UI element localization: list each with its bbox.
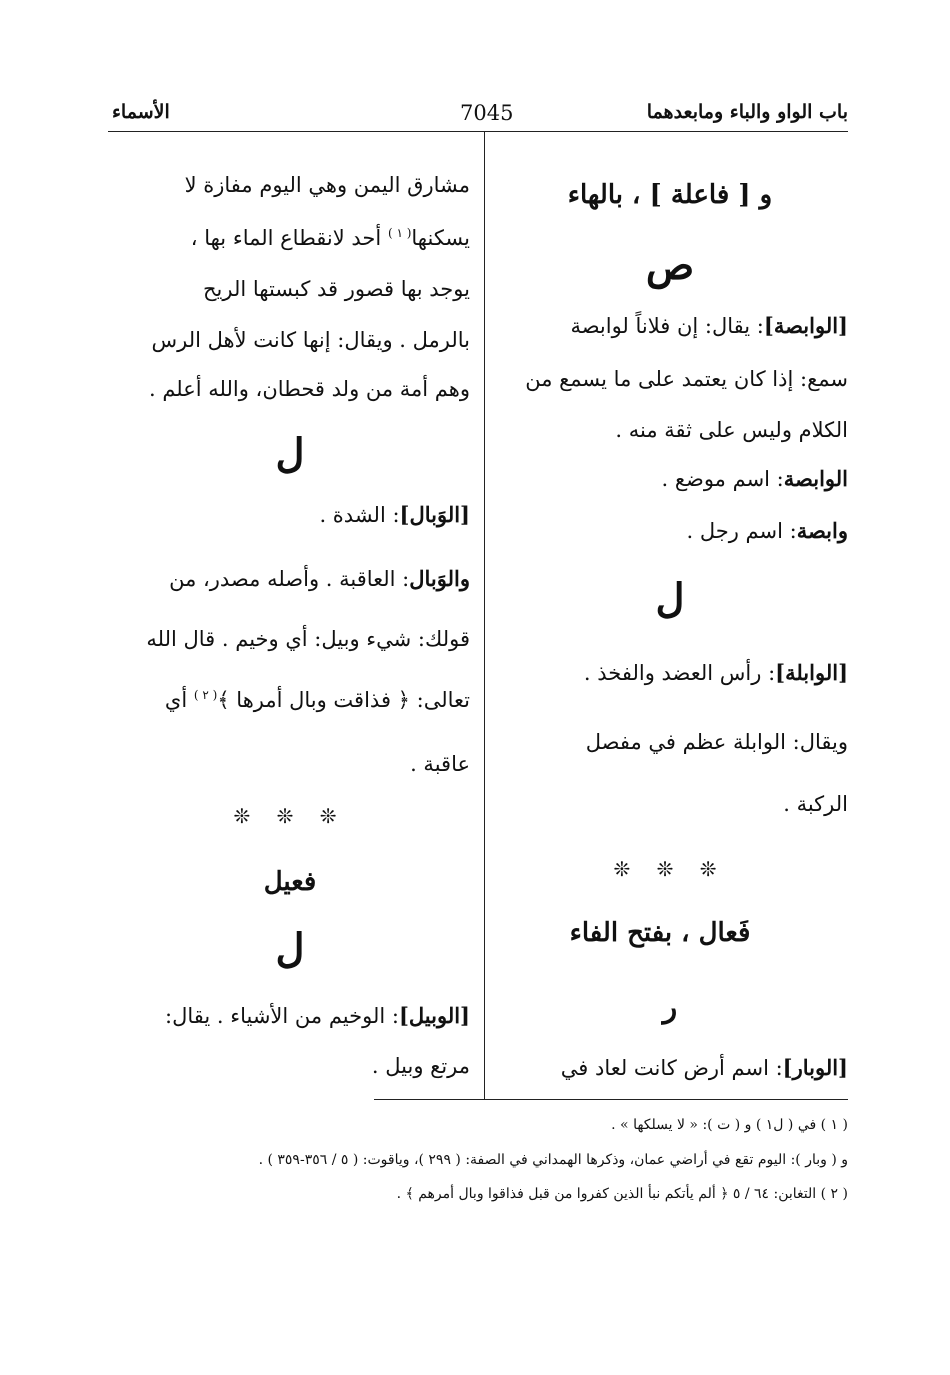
section-separator-stars: ❊ ❊ ❊ xyxy=(233,804,347,828)
footnote-marker: ( ٢ ) xyxy=(193,688,218,702)
entry-line: وابصة: اسم رجل . xyxy=(686,518,848,543)
entry-line: تعالى: ﴿ فذاقت وبال أمرها ﴾$^{( ٢ )}$ أي xyxy=(164,688,470,712)
letter-lam: ل xyxy=(275,430,305,477)
header-rule xyxy=(108,131,848,132)
footnote: و ( وبار ): اليوم تقع في أراضي عمان، وذكرها الهمداني في الصفة: ( ٢٩٩ )، وياقوت: ( ٥ / ٣٥٦-٣٥٩ ) . xyxy=(258,1152,848,1168)
letter-sad: ص xyxy=(645,242,695,289)
footnote: ( ٢ ) التغابن: ٦٤ / ٥ ﴿ ألم يأتكم نبأ الذين كفروا من قبل فذاقوا وبال أمرهم ﴾ . xyxy=(396,1186,848,1202)
entry-line: سمع: إذا كان يعتمد على ما يسمع من xyxy=(525,367,848,391)
entry-line: عاقبة . xyxy=(410,752,470,776)
entry-line: [الوابلة]: رأس العضد والفخذ . xyxy=(583,660,848,685)
entry-line: مشارق اليمن وهي اليوم مفازة لا xyxy=(184,173,470,197)
section-separator-stars: ❊ ❊ ❊ xyxy=(613,857,727,881)
footnote-rule xyxy=(374,1099,848,1100)
entry-line: [الوابصة]: يقال: إن فلاناً لوابصة xyxy=(570,313,848,338)
section-heading-faila: و [ فاعلة ] ، بالهاء xyxy=(567,180,773,210)
footnote-marker: ( ١ ) xyxy=(387,226,412,240)
entry-line: وهم أمة من ولد قحطان، والله أعلم . xyxy=(148,377,470,401)
entry-line: [الوبيل]: الوخيم من الأشياء . يقال: xyxy=(165,1003,470,1028)
entry-line: قولك: شيء وبيل: أي وخيم . قال الله xyxy=(146,627,470,651)
entry-line: الكلام وليس على ثقة منه . xyxy=(615,418,848,442)
entry-line: الوابصة: اسم موضع . xyxy=(661,466,848,491)
letter-ra: ر xyxy=(662,990,678,1025)
entry-line: مرتع وبيل . xyxy=(371,1054,470,1078)
section-heading-faal: فَعال ، بفتح الفاء xyxy=(569,918,751,948)
entry-line: يسكنها$^{( ١ )}$ أحد لانقطاع الماء بها ، xyxy=(190,226,470,250)
column-divider xyxy=(484,131,485,1099)
entry-line: [الوبار]: اسم أرض كانت لعاد في xyxy=(560,1055,848,1080)
entry-line: ويقال: الوابلة عظم في مفصل xyxy=(585,730,848,754)
footnote: ( ١ ) في ( ل١ ) و ( ت ): « لا يسلكها » . xyxy=(611,1117,848,1133)
running-head-chapter: باب الواو والباء ومابعدهما xyxy=(646,101,848,123)
page-number: 7045 xyxy=(460,101,514,125)
section-heading-fail: فعيل xyxy=(263,867,317,897)
letter-lam: ل xyxy=(275,925,305,972)
entry-line: الركبة . xyxy=(783,792,848,816)
entry-line: [الوَبال]: الشدة . xyxy=(319,502,470,527)
entry-line: بالرمل . ويقال: إنها كانت لأهل الرس xyxy=(151,328,470,352)
running-head-section: الأسماء xyxy=(112,101,170,123)
letter-lam: ل xyxy=(655,575,685,622)
entry-line: يوجد بها قصور قد كبستها الريح xyxy=(202,277,470,301)
entry-line: والوَبال: العاقبة . وأصله مصدر، من xyxy=(169,566,470,591)
